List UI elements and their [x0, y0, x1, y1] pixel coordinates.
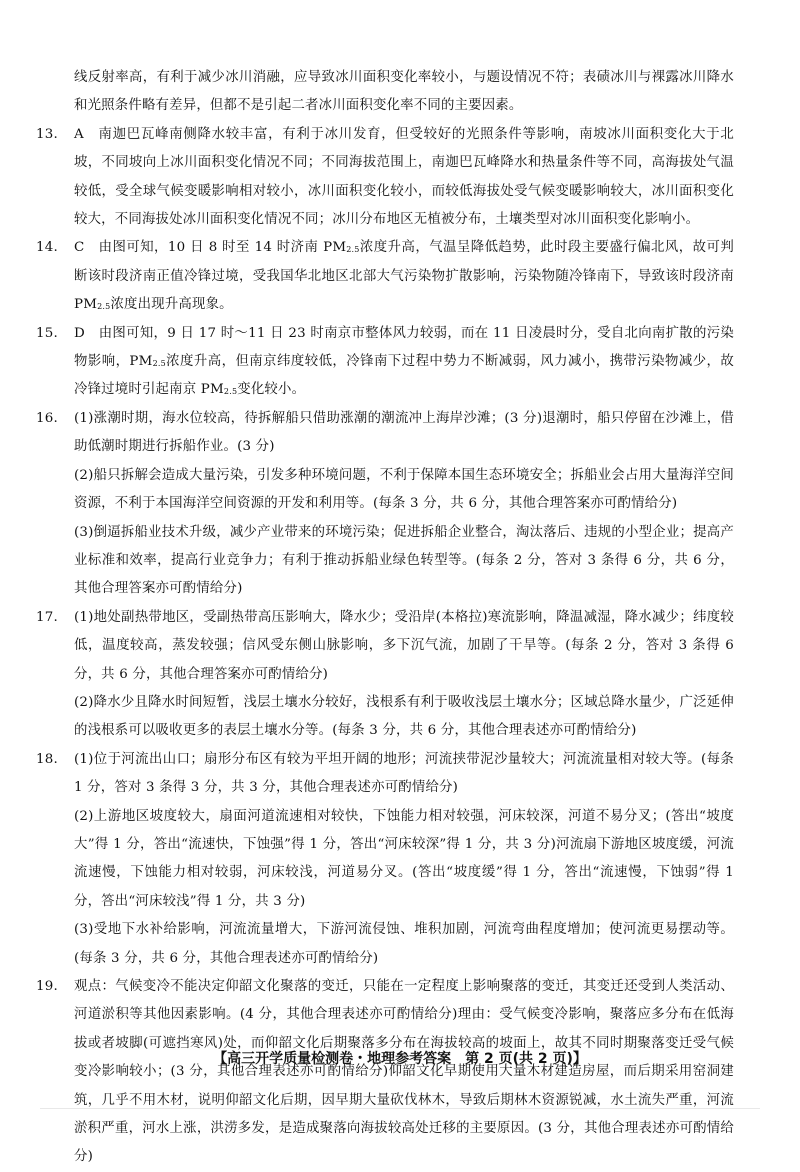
question-number: 17.	[36, 609, 58, 625]
answer-text: A 南迦巴瓦峰南侧降水较丰富，有利于冰川发育，但受较好的光照条件等影响，南坡冰川面积变化大于北坡，不同坡向上冰川面积变化情况不同；不同海拔范围上，南迦巴瓦峰降水和热量条件等不同，高海拔处气温较低，受全球气候变暖影响相对较小，冰川面积变化较小，而较低海拔处受气候变暖影响较大，冰川面积变化较大，不同海拔处冰川面积变化情况不同；冰川分布地区无植被分布，土壤类型对冰川面积变化影响小。	[74, 126, 734, 228]
question-number: 13.	[36, 126, 58, 142]
question-number: 19.	[36, 979, 58, 994]
answer-12-continuation: 线反射率高，有利于减少冰川消融，应导致冰川面积变化率较小，与题设情况不符；表碛冰川与裸露冰川降水和光照条件略有差异，但都不是引起二者冰川面积变化率不同的主要因素。	[74, 70, 734, 114]
pm-subscript: 2.5	[346, 245, 360, 255]
pm-subscript: 2.5	[152, 359, 166, 369]
pm-subscript: 2.5	[223, 387, 238, 397]
answer-text-part: 浓度出现升高现象。	[110, 297, 233, 313]
answer-16	[36, 405, 734, 604]
page-footer: 【高三开学质量检测卷・地理参考答案 第 2 页(共 2 页)】	[213, 1051, 587, 1067]
bottom-divider	[40, 1108, 760, 1109]
sub-answer-3: (3)受地下水补给影响，河流流量增大，下游河流侵蚀、堆积加剧，河流弯曲程度增加；使河流更易摆动等。(每条 3 分，共 6 分，其他合理表述亦可酌情给分)	[74, 922, 734, 966]
answer-text-part: D 由图可知，9 日 17 时～11 日 23 时南京市整体风力较弱，而在 11 日凌晨时分，受自北向南扩散的污染物影响，PM	[74, 325, 734, 370]
question-number: 16.	[36, 410, 58, 426]
answer-text-part: 浓度升高，但南京纬度较低，冷锋南下过程中势力不断减弱，风力减小，携带污染物减少，故冷锋过境时引起南京 PM	[74, 354, 735, 398]
answer-text-part: 浓度升高，气温呈降低趋势，此时段主要盛行偏北风，故可判断该时段济南正值冷锋过境，受我国华北地区北部大气污染物扩散影响，污染物随冷锋南下，导致该时段济南 PM	[74, 240, 734, 313]
answer-17	[36, 604, 734, 746]
answer-18	[36, 746, 734, 973]
answer-14	[36, 234, 734, 319]
question-number: 18.	[36, 751, 58, 767]
answer-text	[74, 234, 734, 319]
question-number: 15.	[36, 325, 58, 341]
answer-body	[74, 604, 734, 746]
answer-text: 观点：气候变冷不能决定仰韶文化聚落的变迁，只能在一定程度上影响聚落的变迁，其变迁还受到人类活动、河道淤积等其他因素影响。(4 分，其他合理表述亦可酌情给分)理由：受气候变冷影响，聚落应多分布在低海拔或者坡脚(可遮挡寒风)处，而仰韶文化后期聚落多分布在海拔较高的坡面上，故其不同时期聚落变迁受气候变冷影响较小；(3 分，其他合理表述亦可酌情给分)仰韶文化早期使用大量木材建造房屋，而后期采用窑洞建筑，几乎不用木材，说明仰韶文化后期，因早期大量砍伐林木，导致后期林木资源锐减，水土流失严重，河流淤积严重，河水上涨，洪涝多发，是造成聚落向海拔较高处迁移的主要原因。(3 分，其他合理表述亦可酌情给分)	[74, 979, 734, 1165]
sub-answer-2: (2)船只拆解会造成大量污染，引发多种环境问题，不利于保障本国生态环境安全；拆船业会占用大量海洋空间资源，不利于本国海洋空间资源的开发和利用等。(每条 3 分，共 6 分，其他合理答案亦可酌情给分)	[74, 467, 734, 512]
answer-19	[36, 973, 734, 1172]
pm-subscript: 2.5	[97, 302, 111, 312]
answer-content	[36, 64, 735, 1172]
sub-answer-1: (1)位于河流出山口；扇形分布区有较为平坦开阔的地形；河流挟带泥沙量较大；河流流量相对较大等。(每条 1 分，答对 3 条得 3 分，共 3 分，其他合理表述亦可酌情给分)	[74, 751, 734, 796]
answer-text-part: 变化较小。	[237, 382, 306, 398]
sub-answer-1: (1)地处副热带地区，受副热带高压影响大，降水少；受沿岸(本格拉)寒流影响，降温减湿，降水减少；纬度较低，温度较高，蒸发较强；信风受东侧山脉影响，多下沉气流，加剧了干旱等。(每条 2 分，答对 3 条得 6 分，共 6 分，其他合理答案亦可酌情给分)	[74, 609, 734, 682]
answer-text-part: C 由图可知，10 日 8 时至 14 时济南 PM	[74, 240, 347, 256]
answer-text	[74, 320, 734, 405]
sub-answer-2: (2)降水少且降水时间短暂，浅层土壤水分较好，浅根系有利于吸收浅层土壤水分；区域总降水量少，广泛延伸的浅根系可以吸收更多的表层土壤水分等。(每条 3 分，共 6 分，其他合理表述亦可酌情给分)	[74, 694, 734, 739]
answer-15	[36, 320, 735, 405]
sub-answer-2: (2)上游地区坡度较大，扇面河道流速相对较快，下蚀能力相对较强，河床较深，河道不易分叉；(答出“坡度大”得 1 分，答出“流速快，下蚀强”得 1 分，答出“河床较深”得 1 分，共 3 分)河流扇下游地区坡度缓，河流流速慢，下蚀能力相对较弱，河床较浅，河道易分叉。(答出“坡度缓”得 1 分，答出“流速慢，下蚀弱”得 1 分，答出“河床较浅”得 1 分，共 3 分)	[74, 808, 734, 909]
answer-body	[74, 746, 734, 973]
sub-answer-3: (3)倒逼拆船业技术升级，减少产业带来的环境污染；促进拆船企业整合，淘汰落后、违规的小型企业；提高产业标准和效率，提高行业竞争力；有利于推动拆船业绿色转型等。(每条 2 分，答对 3 条得 6 分，共 6 分，其他合理答案亦可酌情给分)	[74, 524, 734, 597]
answer-13	[36, 121, 734, 235]
answer-body	[74, 405, 734, 604]
question-number: 14.	[36, 240, 58, 256]
sub-answer-1: (1)涨潮时期，海水位较高，待拆解船只借助涨潮的潮流冲上海岸沙滩；(3 分)退潮时，船只停留在沙滩上，借助低潮时期进行拆船作业。(3 分)	[74, 410, 734, 455]
